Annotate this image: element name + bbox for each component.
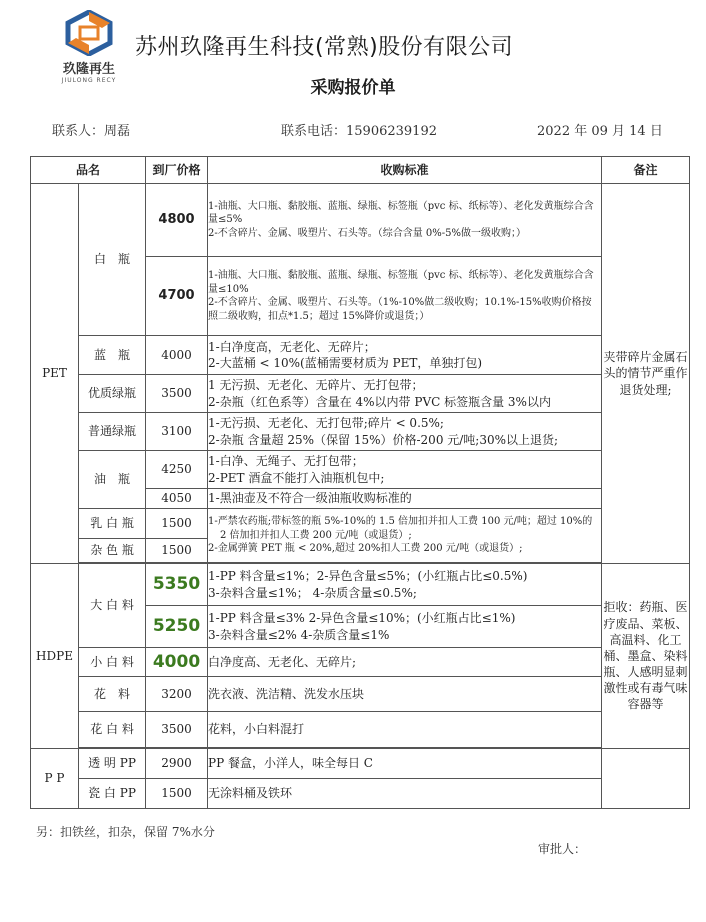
table-row: [31, 336, 690, 375]
item-name: 花 料: [79, 677, 146, 712]
contact-person: 联系人：周磊: [52, 124, 131, 139]
item-price: 4700: [146, 257, 208, 336]
item-name: 透 明 PP: [79, 749, 146, 779]
item-standard: [208, 451, 602, 489]
standard-line: 1-PP 料含量≤3% 2-异色含量≤10%；(小红瓶占比≤1%): [208, 611, 516, 626]
table-row: [31, 375, 690, 413]
table-row: [31, 677, 690, 712]
item-price: 1500: [146, 779, 208, 809]
item-standard: 无涂料桶及铁环: [208, 779, 602, 809]
standard-line: 3-杂料含量≤2% 4-杂质含量≤1%: [208, 627, 390, 642]
item-standard: [208, 564, 602, 606]
item-price: 3200: [146, 677, 208, 712]
item-standard: [208, 375, 602, 413]
standard-line: 2-大蓝桶 < 10%(蓝桶需要材质为 PET，单独打包): [208, 356, 483, 370]
col-header-remark: 备注: [602, 157, 690, 184]
item-standard: 白净度高、无老化、无碎片;: [208, 648, 602, 677]
standard-line: 3-杂料含量≤1%； 4-杂质含量≤0.5%;: [208, 585, 417, 600]
item-price: 5350: [146, 564, 208, 606]
item-price: 1500: [146, 509, 208, 539]
standard-line: 1-严禁农药瓶;带标签的瓶 5%-10%的 1.5 倍加扣并扣人工费 100 元/吨；超过 10%的: [208, 516, 593, 528]
footer-note: 另：扣铁丝，扣杂，保留 7%水分: [36, 825, 215, 839]
item-standard: [208, 606, 602, 648]
standard-line: 2-PET 酒盒不能打入油瓶机包中;: [208, 470, 385, 485]
item-price: 5250: [146, 606, 208, 648]
item-standard: 1-黑油壶及不符合一级油瓶收购标准的: [208, 489, 602, 509]
item-price: 4000: [146, 336, 208, 375]
standard-line: 2-杂瓶 含量超 25%（保留 15%）价格-200 元/吨;30%以上退货;: [208, 432, 559, 447]
pet-remark: 夹带碎片金属石头的情节严重作退货处理;: [602, 184, 690, 564]
contact-phone: 联系电话：15906239192: [281, 124, 437, 139]
table-header-row: [31, 157, 690, 184]
item-name: 乳 白 瓶: [79, 509, 146, 539]
standard-line: 2 倍加扣并扣人工费 200 元/吨（或退货）;: [220, 529, 412, 541]
item-price: 4800: [146, 184, 208, 257]
quote-table: [30, 156, 690, 809]
item-name: 优质绿瓶: [79, 375, 146, 413]
item-price: 2900: [146, 749, 208, 779]
standard-line: 2-杂瓶（红色系等）含量在 4%以内带 PVC 标签瓶含量 3%以内: [208, 394, 551, 409]
standard-line: 1-无污损、无老化、无打包带;碎片 < 0.5%;: [208, 416, 444, 431]
table-row: [31, 779, 690, 809]
item-price: 3500: [146, 375, 208, 413]
item-name: 花 白 料: [79, 712, 146, 748]
item-name: 油 瓶: [79, 451, 146, 509]
standard-line: 2-不含碎片、金属、吸塑片、石头等。（综合含量 0%-5%做一级收购；）: [208, 227, 527, 239]
pp-remark: [602, 749, 690, 809]
item-name: 大 白 料: [79, 564, 146, 648]
table-row: [31, 648, 690, 677]
table-row: [31, 413, 690, 451]
quote-date: 2022 年 09 月 14 日: [537, 124, 663, 139]
standard-line: 1 无污损、无老化、无碎片、无打包带；: [208, 378, 424, 393]
standard-line: 1-白净度高，无老化、无碎片；: [208, 339, 376, 354]
company-name: 苏州玖隆再生科技(常熟)股份有限公司: [135, 35, 514, 60]
table-row: [31, 712, 690, 748]
col-header-standard: 收购标准: [208, 157, 602, 184]
item-standard: PP 餐盒，小洋人，味全每日 C: [208, 749, 602, 779]
standard-line: 2-金属弹簧 PET 瓶 < 20%,超过 20%扣人工费 200 元/吨（或退货）;: [208, 543, 523, 555]
item-standard: 洗衣液、洗洁精、洗发水压块: [208, 677, 602, 712]
item-standard: [208, 184, 602, 257]
item-standard: [208, 336, 602, 375]
item-name: 蓝 瓶: [79, 336, 146, 375]
item-standard: 花料，小白料混打: [208, 712, 602, 748]
item-price: 1500: [146, 539, 208, 563]
standard-line: 1-油瓶、大口瓶、黏胶瓶、蓝瓶、绿瓶、标签瓶（pvc 标、纸标等）、老化发黄瓶综合含量≤10%: [208, 270, 594, 295]
item-price: 3500: [146, 712, 208, 748]
table-row: [31, 564, 690, 606]
item-name: 瓷 白 PP: [79, 779, 146, 809]
col-header-price: 到厂价格: [146, 157, 208, 184]
item-name: 白 瓶: [79, 184, 146, 336]
category-pet: PET: [31, 184, 79, 564]
table-row: [31, 451, 690, 489]
approver-label: 审批人：: [538, 842, 587, 856]
col-header-name: 品名: [31, 157, 146, 184]
table-row: [31, 749, 690, 779]
item-price: 4000: [146, 648, 208, 677]
category-pp: P P: [31, 749, 79, 809]
logo-subtitle: JIULONG RECY: [61, 77, 117, 84]
logo-name: 玖隆再生: [62, 62, 115, 77]
item-standard: [208, 509, 602, 563]
standard-line: 1-油瓶、大口瓶、黏胶瓶、蓝瓶、绿瓶、标签瓶（pvc 标、纸标等）、老化发黄瓶综合含量≤5%: [208, 200, 594, 226]
standard-line: 1-PP 料含量≤1%；2-异色含量≤5%；(小红瓶占比≤0.5%): [208, 569, 528, 584]
table-row: [31, 509, 690, 539]
standard-line: 1-白净、无绳子、无打包带；: [208, 454, 364, 469]
document-title: 采购报价单: [310, 78, 396, 98]
item-price: 4050: [146, 489, 208, 509]
item-price: 4250: [146, 451, 208, 489]
item-name: 普通绿瓶: [79, 413, 146, 451]
standard-line: 2-不含碎片、金属、吸塑片、石头等。（1%-10%做二级收购；10.1%-15%收购价格按照二级收购，扣点*1.5；超过 15%降价或退货；）: [208, 297, 592, 322]
hdpe-remark: 拒收：药瓶、医疗废品、菜板、高温料、化工桶、墨盒、染料瓶、人感明显刺激性或有毒气味容器等: [602, 564, 690, 749]
item-name: 杂 色 瓶: [79, 539, 146, 563]
logo-hexagon-icon: [64, 10, 114, 56]
item-standard: [208, 257, 602, 336]
table-row: [31, 184, 690, 257]
category-hdpe: HDPE: [31, 564, 79, 749]
item-name: 小 白 料: [79, 648, 146, 677]
item-standard: [208, 413, 602, 451]
item-price: 3100: [146, 413, 208, 451]
